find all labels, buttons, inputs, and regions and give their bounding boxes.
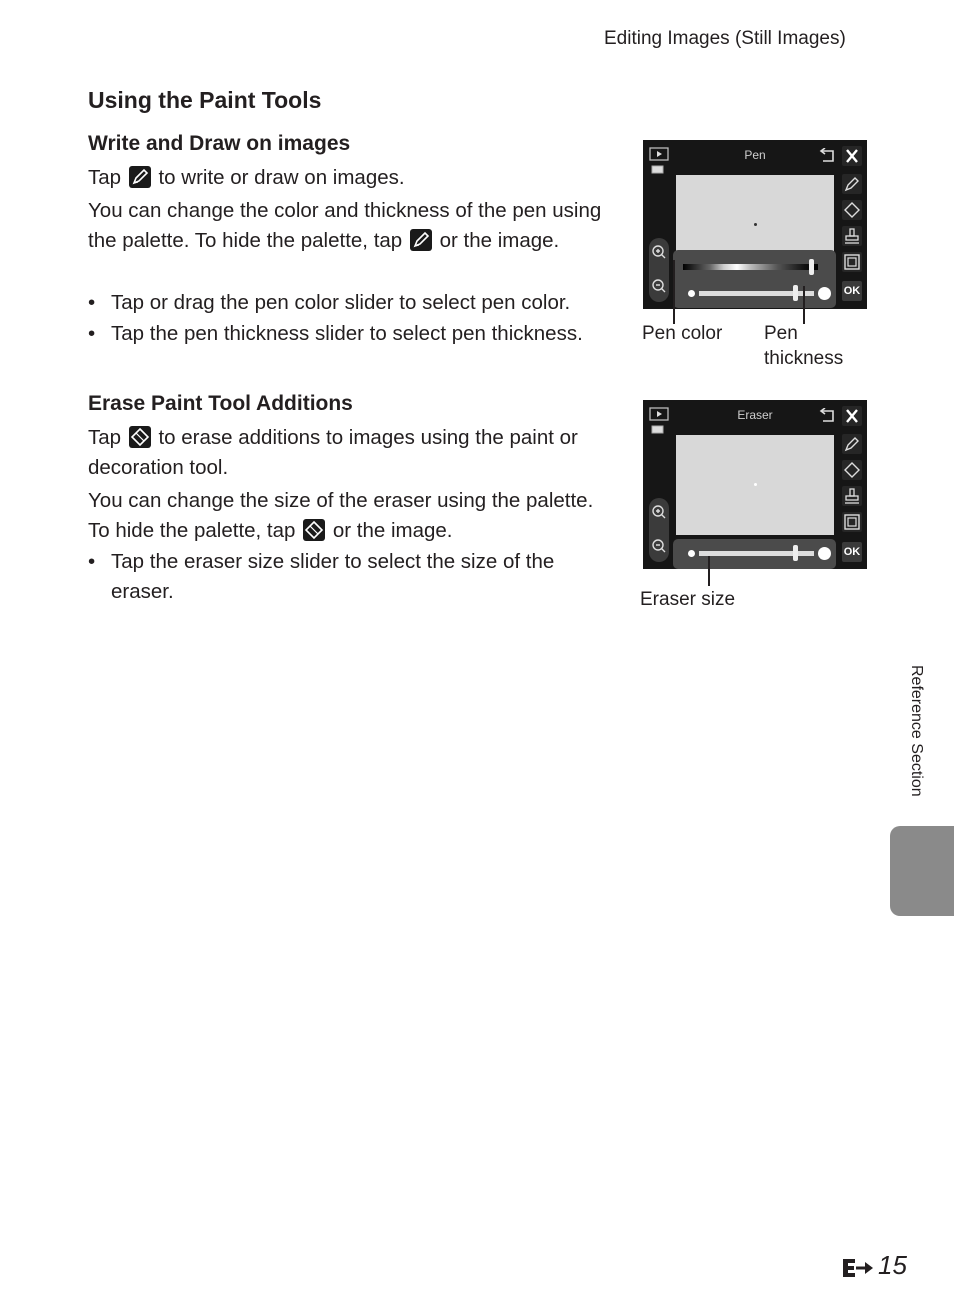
erase-paragraph-2: You can change the size of the eraser using the palette. To hide the palette, tap or the image. xyxy=(88,489,594,542)
stamp-tool-icon[interactable] xyxy=(842,486,862,506)
undo-icon[interactable] xyxy=(818,408,836,424)
frame-tool-icon[interactable] xyxy=(842,252,862,272)
stamp-tool-icon[interactable] xyxy=(842,226,862,246)
pen-color-slider-handle[interactable] xyxy=(809,259,814,275)
zoom-control xyxy=(649,498,669,562)
zoom-out-icon[interactable] xyxy=(649,276,669,296)
pen-palette xyxy=(673,250,836,308)
pen-thickness-callout-line xyxy=(803,286,805,324)
list-item: • Tap the pen thickness slider to select pen thickness. xyxy=(88,322,583,345)
pen-tool-icon[interactable] xyxy=(842,434,862,454)
screen-title: Eraser xyxy=(737,408,773,422)
eraser-size-label: Eraser size xyxy=(640,589,736,610)
eraser-size-slider-handle[interactable] xyxy=(793,545,798,561)
running-header: Editing Images (Still Images) xyxy=(604,28,846,49)
thin-indicator xyxy=(688,290,695,297)
eraser-dot xyxy=(754,483,757,486)
ok-button[interactable]: OK xyxy=(842,542,862,562)
section-title: Using the Paint Tools xyxy=(88,87,322,113)
screen-title: Pen xyxy=(744,148,766,162)
reference-section-icon xyxy=(840,1255,876,1277)
pen-color-label: Pen color xyxy=(642,323,723,344)
close-icon[interactable] xyxy=(842,146,862,166)
playback-icon[interactable] xyxy=(649,407,667,423)
pen-icon xyxy=(129,166,151,188)
undo-icon[interactable] xyxy=(818,148,836,164)
large-size-indicator xyxy=(818,547,831,560)
list-item: • Tap the eraser size slider to select the size of the eraser. xyxy=(88,550,555,603)
pen-icon xyxy=(410,229,432,251)
zoom-out-icon[interactable] xyxy=(649,536,669,556)
write-draw-paragraph-2: You can change the color and thickness of the pen using the palette. To hide the palette, tap or the image. xyxy=(88,199,602,252)
erase-heading: Erase Paint Tool Additions xyxy=(88,392,353,415)
battery-icon xyxy=(651,165,669,181)
list-item: • Tap or drag the pen color slider to select pen color. xyxy=(88,291,571,314)
write-draw-paragraph-1: Tap to write or draw on images. xyxy=(88,166,405,189)
zoom-in-icon[interactable] xyxy=(649,502,669,522)
eraser-tool-icon[interactable] xyxy=(842,200,862,220)
pen-tool-icon[interactable] xyxy=(842,174,862,194)
page-number: 15 xyxy=(840,1250,907,1281)
frame-tool-icon[interactable] xyxy=(842,512,862,532)
eraser-tool-icon[interactable] xyxy=(842,460,862,480)
close-icon[interactable] xyxy=(842,406,862,426)
battery-icon xyxy=(651,425,669,441)
eraser-size-callout-line xyxy=(708,556,710,586)
image-canvas[interactable] xyxy=(676,435,834,535)
pen-color-callout-line xyxy=(673,260,675,324)
playback-icon[interactable] xyxy=(649,147,667,163)
thick-indicator xyxy=(818,287,831,300)
erase-paragraph-1: Tap to erase additions to images using the paint or decoration tool. xyxy=(88,426,578,479)
section-tab xyxy=(890,826,954,916)
ok-button[interactable]: OK xyxy=(842,281,862,301)
eraser-icon xyxy=(129,426,151,448)
pen-screen xyxy=(643,140,867,309)
pen-dot xyxy=(754,223,757,226)
zoom-in-icon[interactable] xyxy=(649,242,669,262)
pen-color-slider[interactable] xyxy=(683,264,818,270)
eraser-screen xyxy=(643,400,867,569)
pen-thickness-label: Pen thickness xyxy=(764,323,844,369)
small-size-indicator xyxy=(688,550,695,557)
write-draw-heading: Write and Draw on images xyxy=(88,132,351,155)
eraser-icon xyxy=(303,519,325,541)
reference-section-label: Reference Section xyxy=(908,665,925,797)
pen-thickness-slider-handle[interactable] xyxy=(793,285,798,301)
eraser-palette xyxy=(673,539,836,569)
zoom-control xyxy=(649,238,669,302)
